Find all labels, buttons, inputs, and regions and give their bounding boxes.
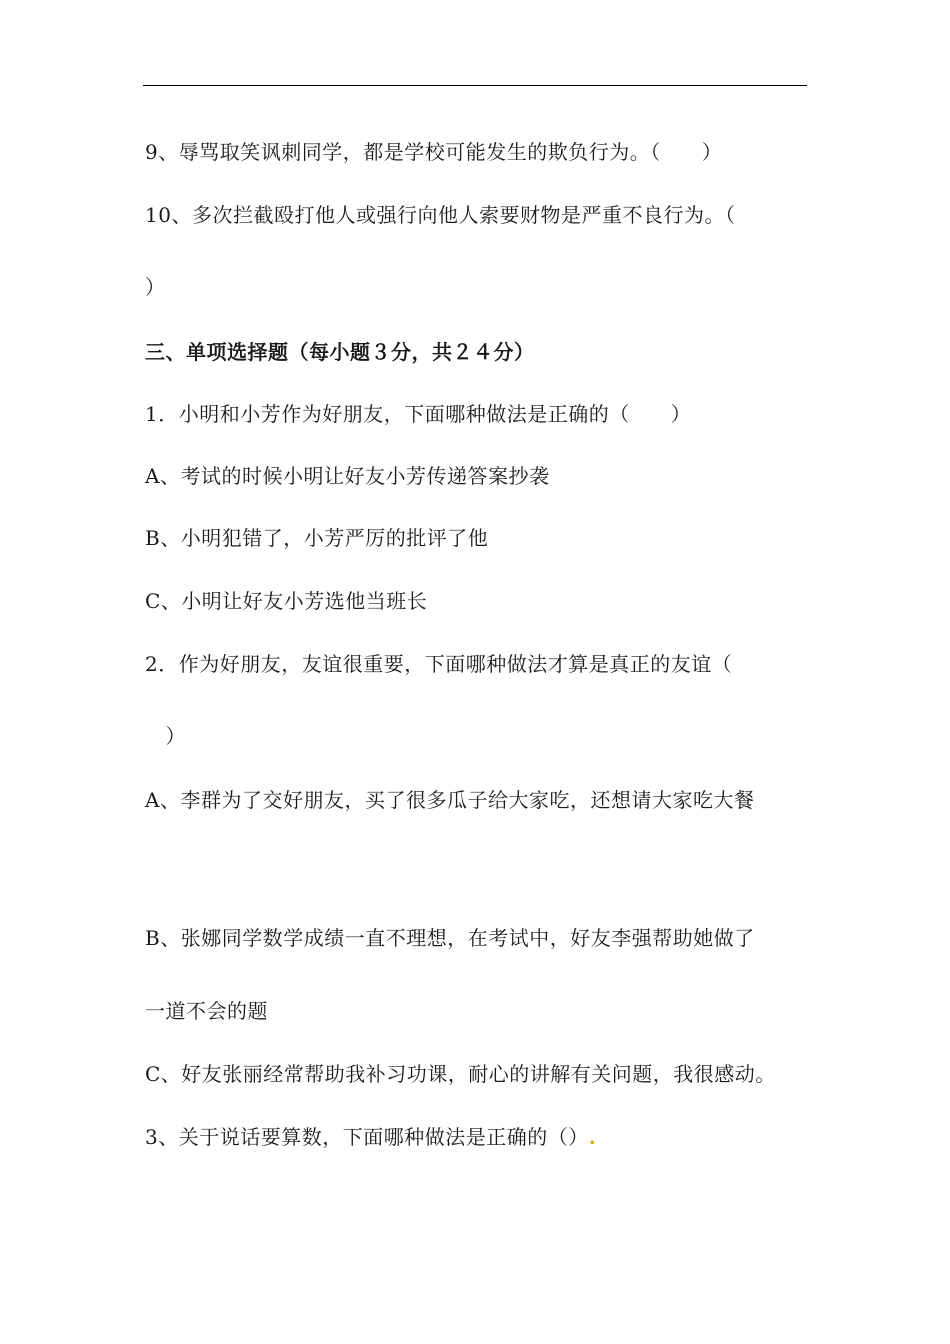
question-10-close-paren: ） <box>145 275 166 299</box>
mc-question-1-option-b: B、小明犯错了，小芳严厉的批评了他 <box>145 526 489 550</box>
mc-question-2: 2．作为好朋友，友谊很重要，下面哪种做法才算是真正的友谊（ <box>145 652 733 676</box>
mc-question-2-close-paren: ） <box>145 724 186 748</box>
mc-question-2-option-c: C、好友张丽经常帮助我补习功课，耐心的讲解有关问题，我很感动。 <box>145 1062 776 1086</box>
mc-question-1: 1．小明和小芳作为好朋友，下面哪种做法是正确的（ ） <box>145 402 692 426</box>
header-rule <box>143 85 807 86</box>
mc-question-1-option-a: A、考试的时候小明让好友小芳传递答案抄袭 <box>145 464 550 488</box>
section-heading: 三、单项选择题（每小题３分，共２４分） <box>145 340 535 364</box>
mc-question-3-text: 3、关于说话要算数，下面哪种做法是正确的（） <box>145 1125 589 1149</box>
question-9: 9、辱骂取笑讽刺同学，都是学校可能发生的欺负行为。（ ） <box>145 140 723 164</box>
mc-question-3-dot: . <box>588 1125 597 1149</box>
question-10: 10、多次拦截殴打他人或强行向他人索要财物是严重不良行为。（ <box>145 203 736 227</box>
mc-question-2-option-b-continued: 一道不会的题 <box>145 999 268 1023</box>
mc-question-3 <box>145 1123 596 1151</box>
mc-question-1-option-c: C、小明让好友小芳选他当班长 <box>145 589 428 613</box>
mc-question-2-option-a: A、李群为了交好朋友，买了很多瓜子给大家吃，还想请大家吃大餐 <box>145 788 755 812</box>
mc-question-2-option-b: B、张娜同学数学成绩一直不理想，在考试中，好友李强帮助她做了 <box>145 926 755 950</box>
